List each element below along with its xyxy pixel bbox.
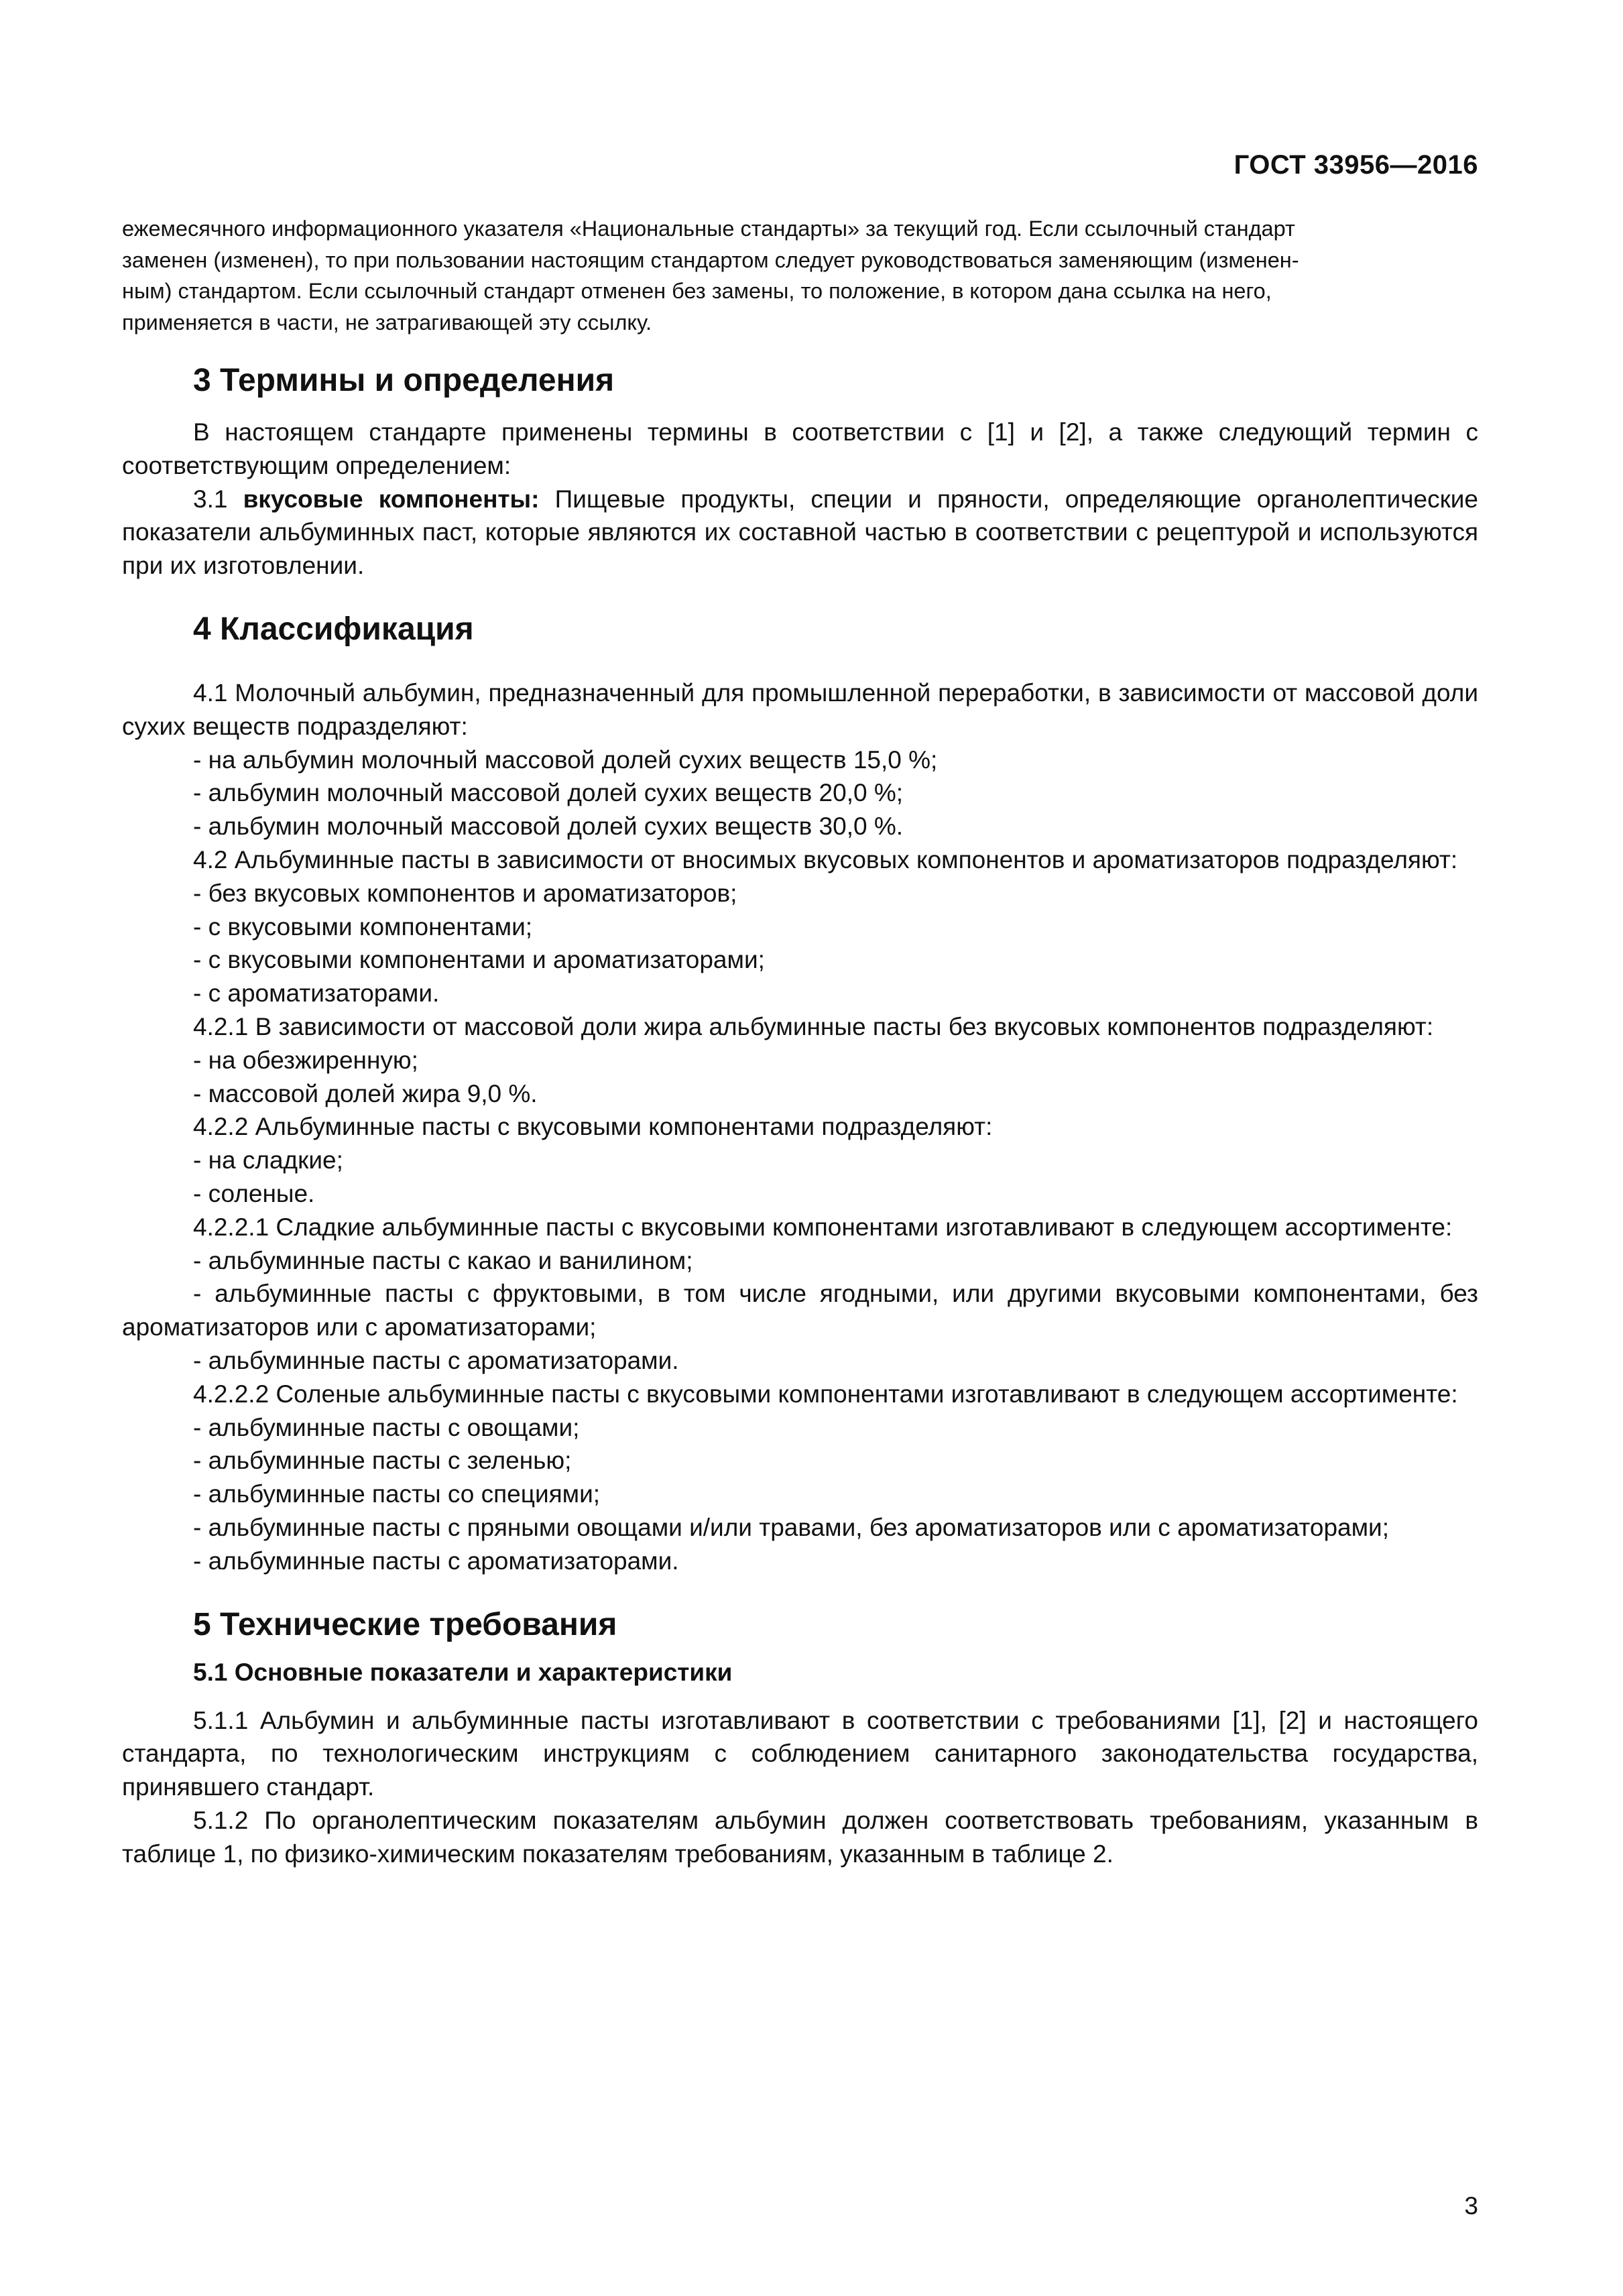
term-number: 3.1 [193,485,228,513]
section-5-heading: 5 Технические требования [193,1606,617,1642]
clause-5-1-2: 5.1.2 По органолептическим показателям альбумин должен соответствовать требованиям, указанным в таблице 1, по физико-химическим показателям требованиям, указанным в таблице 2. [122,1806,1478,1868]
intro-line: ным) стандартом. Если ссылочный стандарт отменен без замены, то положение, в котором дана ссылка на него, [122,279,1272,303]
intro-line: заменен (изменен), то при пользовании настоящим стандартом следует руководствоваться заменяющим (изменен- [122,247,1299,272]
list-item: - альбуминные пасты с ароматизаторами. [193,1346,679,1374]
clause-4-2-2-2: 4.2.2.2 Соленые альбуминные пасты с вкусовыми компонентами изготавливают в следующем ассортименте: [193,1380,1458,1408]
list-item: - альбуминные пасты со специями; [193,1480,601,1508]
list-item: - без вкусовых компонентов и ароматизаторов; [193,879,737,907]
document-id-header: ГОСТ 33956—2016 [1234,150,1478,180]
clause-4-2-2-1: 4.2.2.1 Сладкие альбуминные пасты с вкусовыми компонентами изготавливают в следующем ассортименте: [193,1213,1453,1241]
section-3-heading: 3 Термины и определения [193,363,615,398]
list-item: - альбумин молочный массовой долей сухих веществ 20,0 %; [193,779,904,807]
list-item: - альбуминные пасты с фруктовыми, в том числе ягодными, или другими вкусовыми компонентами, без ароматизаторов или с ароматизаторами; [122,1280,1478,1341]
page-number: 3 [1464,2192,1478,2220]
list-item: - на обезжиренную; [193,1046,418,1074]
list-item: - альбуминные пасты с какао и ванилином; [193,1246,693,1274]
intro-paragraph [122,213,1478,338]
list-item: - с вкусовыми компонентами; [193,912,533,941]
term-definition [122,483,1478,583]
clause-4-2-2: 4.2.2 Альбуминные пасты с вкусовыми компонентами подразделяют: [193,1113,993,1141]
clause-4-1: 4.1 Молочный альбумин, предназначенный для промышленной переработки, в зависимости от массовой доли сухих веществ подразделяют: [122,678,1478,740]
list-item: - с вкусовыми компонентами и ароматизаторами; [193,946,765,974]
list-item: - альбумин молочный массовой долей сухих веществ 30,0 %. [193,812,904,841]
intro-line: применяется в части, не затрагивающей эту ссылку. [122,310,652,335]
list-item: - массовой долей жира 9,0 %. [193,1079,538,1107]
list-item: - с ароматизаторами. [193,979,440,1008]
clause-4-2-1: 4.2.1 В зависимости от массовой доли жира альбуминные пасты без вкусовых компонентов подразделяют: [193,1012,1434,1040]
list-item: - альбуминные пасты с овощами; [193,1413,580,1441]
list-item: - на альбумин молочный массовой долей сухих веществ 15,0 %; [193,745,938,774]
list-item: - альбуминные пасты с ароматизаторами. [193,1547,679,1575]
subsection-5-1-heading: 5.1 Основные показатели и характеристики [193,1658,733,1686]
term-name: вкусовые компоненты: [243,485,540,513]
section-3-intro: В настоящем стандарте применены термины в соответствии с [1] и [2], а также следующий термин с соответствующим определением: [122,418,1478,479]
term-definition-text: Пищевые продукты, специи и пряности, определяющие органолептические показатели альбуминных паст, которые являются их составной частью в соответствии с рецептурой и используются при их изготовлении. [122,485,1479,580]
intro-line: ежемесячного информационного указателя «Национальные стандарты» за текущий год. Если ссылочный стандарт [122,217,1295,241]
list-item: - соленые. [193,1179,315,1207]
section-4-heading: 4 Классификация [193,611,474,647]
list-item: - альбуминные пасты с пряными овощами и/или травами, без ароматизаторов или с ароматизаторами; [193,1513,1390,1541]
list-item: - на сладкие; [193,1146,343,1174]
clause-4-2: 4.2 Альбуминные пасты в зависимости от вносимых вкусовых компонентов и ароматизаторов подразделяют: [193,845,1458,873]
list-item: - альбуминные пасты с зеленью; [193,1447,572,1475]
page-content [122,213,1478,1870]
clause-5-1-1: 5.1.1 Альбумин и альбуминные пасты изготавливают в соответствии с требованиями [1], [2] и настоящего стандарта, по технологическим инструкциям с соблюдением санитарного законодательства государства, принявшего стандарт. [122,1706,1478,1801]
